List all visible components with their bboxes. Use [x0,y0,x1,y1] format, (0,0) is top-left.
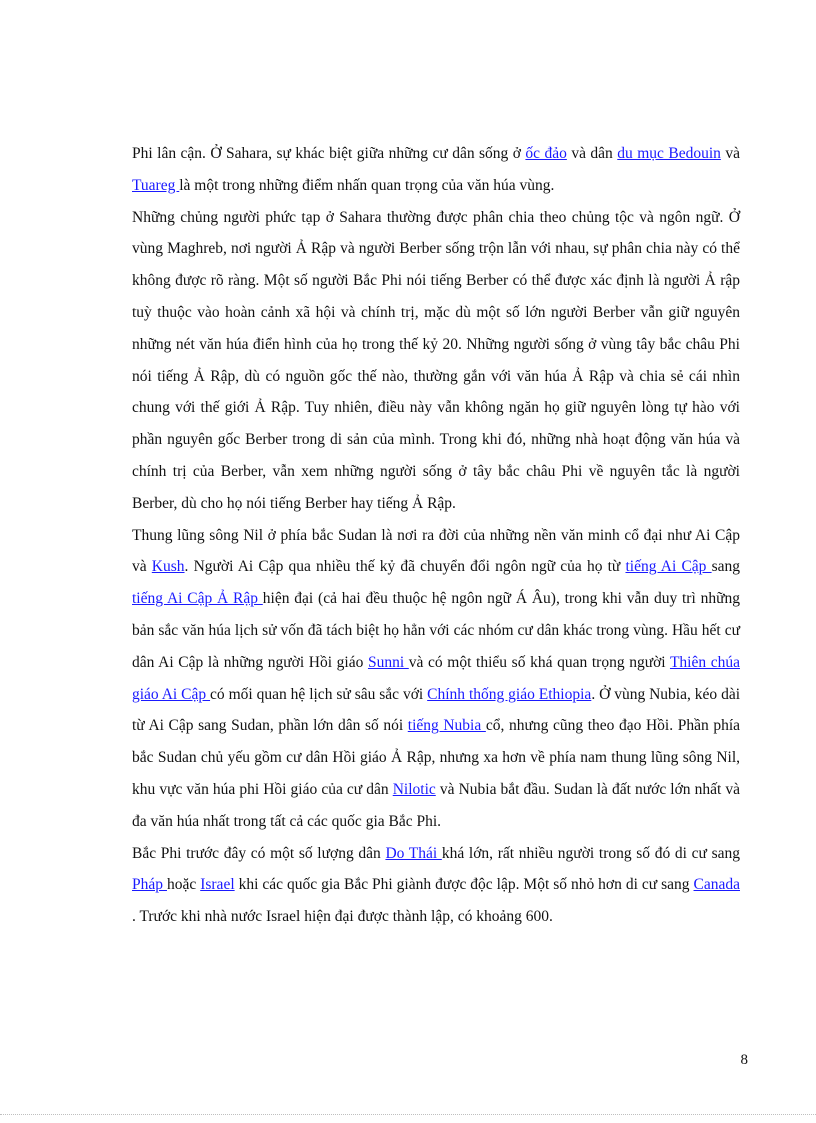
page-bottom-border [0,1114,816,1115]
hyperlink[interactable]: Canada [693,876,740,894]
hyperlink[interactable]: Nilotic [392,780,436,798]
hyperlink[interactable]: Do Thái [385,844,442,862]
hyperlink[interactable]: Israel [200,876,235,894]
text-run: khá lớn, rất nhiều người trong số đó di cư sang [441,844,740,862]
text-run: khi các quốc gia Bắc Phi giành được độc lập. Một số nhỏ hơn di cư sang [234,876,694,894]
text-run: và Nubia bắt đầu. Sudan là đất nước lớn nhất và đa văn húa nhất trong tất cả các quốc gia Bắc Phi. [132,780,740,830]
text-run: và [720,145,740,162]
hyperlink[interactable]: tiếng Nubia [407,717,486,735]
text-run: và dân [566,145,618,162]
text-run: . Người Ai Cập qua nhiều thế kỷ đã chuyển đổi ngôn ngữ của họ từ [184,558,626,576]
hyperlink[interactable]: Sunni [367,653,409,671]
paragraph [132,520,740,838]
paragraph [132,838,740,933]
hyperlink[interactable]: Thiên chúa giáo Ai Cập [132,653,740,703]
page-number: 8 [740,1052,748,1068]
hyperlink[interactable]: Pháp [132,876,167,894]
text-run: sang [711,558,740,576]
text-run: Bắc Phi trước đây có một số lượng dân [132,844,386,862]
text-run: hoặc [166,876,201,894]
hyperlink[interactable]: Chính thống giáo Ethiopia [427,685,592,703]
text-run: và có một thiểu số khá quan trọng người [408,653,670,671]
hyperlink[interactable]: tiếng Ai Cập Ả Rập [132,590,263,608]
body-text [132,138,740,933]
text-run: Thung lũng sông Nil ở phía bắc Sudan là nơi ra đời của những nền văn minh cổ đại như Ai Cập và [132,526,740,576]
text-run: . Trước khi nhà nước Israel hiện đại được thành lập, có khoảng 600. [132,908,553,926]
hyperlink[interactable]: Tuareg [132,176,180,194]
paragraph [132,202,740,520]
text-run: . Ở vùng Nubia, kéo dài từ Ai Cập sang Sudan, phần lớn dân số nói [132,685,741,735]
text-run: Phi lân cận. Ở Sahara, sự khác biệt giữa những cư dân sống ở [132,145,526,162]
hyperlink[interactable]: Kush [151,558,185,576]
text-run: là một trong những điểm nhấn quan trọng của văn húa vùng. [179,176,555,194]
hyperlink[interactable]: ốc đảo [525,145,567,162]
hyperlink[interactable]: tiếng Ai Cập [625,558,712,576]
text-run: có mối quan hệ lịch sử sâu sắc với [210,685,428,703]
text-run: cổ, nhưng cũng theo đạo Hồi. Phần phía bắc Sudan chủ yếu gồm cư dân Hồi giáo Ả Rập, nhưng xa hơn về phía nam thung lũng sông Nil, khu vực văn húa phi Hồi giáo của cư dân [132,717,741,798]
text-run: Những chủng người phức tạp ở Sahara thường được phân chia theo chủng tộc và ngôn ngữ. Ở vùng Maghreb, nơi người Ả Rập và người Berber sống trộn lẫn với nhau, sự phân chia này có thể không được rõ ràng. Một số người Bắc Phi nói tiếng Berber có thể được xác định là người Ả rập tuỳ thuộc vào hoàn cảnh xã hội và chính trị, mặc dù một số lớn người Berber vẫn giữ nguyên những nét văn húa điển hình của họ trong thế kỷ 20. Những người sống ở vùng tây bắc châu Phi nói tiếng Ả Rập, dù có nguồn gốc thế nào, thường gắn với văn húa Ả Rập và chia sẻ cái nhìn chung với thế giới Ả Rập. Tuy nhiên, điều này vẫn không ngăn họ giữ nguyên lòng tự hào với phần nguyên gốc Berber trong di sản của mình. Trong khi đó, những nhà hoạt động văn húa và chính trị của Berber, vẫn xem những người sống ở tây bắc châu Phi về nguyên tắc là người Berber, dù cho họ nói tiếng Berber hay tiếng Ả Rập. [132,208,740,512]
text-run: hiện đại (cả hai đều thuộc hệ ngôn ngữ Á Âu), trong khi vẫn duy trì những bản sắc văn húa lịch sử vốn đã tách biệt họ hẳn với các nhóm cư dân khác trong vùng. Hầu hết cư dân Ai Cập là những người Hồi giáo [132,590,740,671]
paragraph [132,138,740,202]
hyperlink[interactable]: du mục Bedouin [617,145,721,162]
